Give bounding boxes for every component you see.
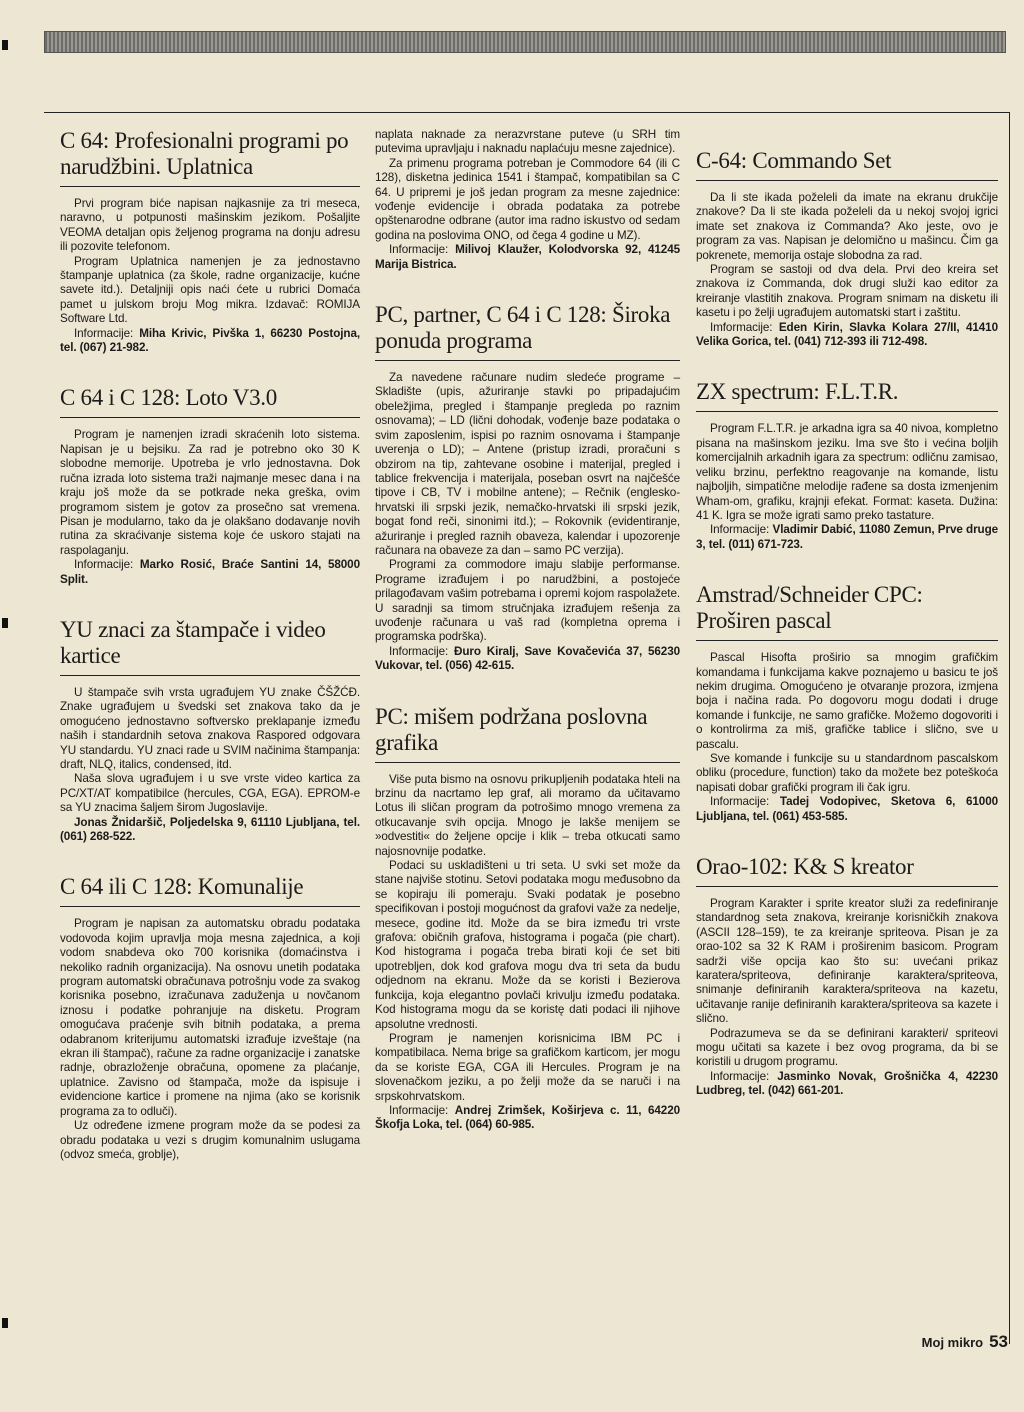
article-paragraph: Program je napisan za automatsku obradu podataka vodovoda kojim upravlja moja mesna zajednica, a koji vodom snabdeva oko 700 korisnika (domaćinstva i nekoliko radnih organizacija). Na osnovu unetih podataka program automatski obračunava potrošnju vode za svakog korisnika posebno, izračunava zaduženja u novčanom iznosu i podatke pohranjuje na disketu. Program omogućava praćenje svih bitnih podataka, a prema odabranom kriterijumu automatski izrađuje izveštaje (na ekran ili štampač), račune za radne organizacije i zanatske radnje, obrazloženje obračuna, opomene za plaćanje, uplatnice. Zavisno od štampača, može da ispisuje i evidencione kartice i promene na njima (ako se korisnik programa za to odluči).: [60, 917, 360, 1118]
article-siroka-ponuda: [375, 302, 680, 674]
article-title: Amstrad/Schneider CPC: Proširen pascal: [696, 582, 998, 641]
contact-address: Eden Kirin, Slavka Kolara 27/II, 41410 Velika Gorica, tel. (041) 712-393 ili 712-498.: [696, 320, 998, 349]
article-title: C 64 ili C 128: Komunalije: [60, 874, 360, 907]
article-prosiren-pascal: [696, 582, 998, 824]
frame-line: [1009, 112, 1010, 1344]
contact-label: Informacije:: [74, 326, 140, 340]
article-paragraph: Uz određene izmene program može da se podesi za obradu podataka u vezi s drugim komunalnim uslugama (odvoz smeća, groblje),: [60, 1119, 360, 1161]
article-title: C 64: Profesionalni programi po narudžbini. Uplatnica: [60, 128, 360, 187]
article-fltr: [696, 379, 998, 552]
contact-label: Informacije:: [710, 523, 773, 537]
column-2: [375, 128, 680, 1163]
article-title: ZX spectrum: F.L.T.R.: [696, 379, 998, 412]
article-paragraph: Sve komande i funkcije su u standardnom pascalskom obliku (procedure, function) tako da možete bez poteškoća napisati dobar grafički program ili čak igru.: [696, 751, 998, 794]
article-paragraph: Program je namenjen izradi skraćenih loto sistema. Napisan je u bejsiku. Za rad je potrebno oko 30 K slobodne memorije. Upotreba je vrlo jednostavna. Dok ručna izrada loto sistema traži najmanje mesec dana i na kraju još može da se potkrade neka greška, ovim programom sistem je gotov za prosečno sat vremena. Pisan je modularno, tako da je olakšano dodavanje novih rutina za skraćivanje sistema koje će uskoro stajati na raspolaganju.: [60, 428, 360, 557]
article-contact: [60, 558, 360, 587]
article-contact: [375, 1104, 680, 1133]
article-paragraph: Naša slova ugrađujem i u sve vrste video kartica za PC/XT/AT kompatibilce (hercules, CGA, EGA). EPROM-e sa YU znacima šaljem širom Jugoslavije.: [60, 772, 360, 815]
contact-address: Andrej Zrimšek, Koširjeva c. 11, 64220 Škofja Loka, tel. (064) 60-985.: [375, 1103, 680, 1132]
article-contact: [60, 816, 360, 845]
article-paragraph: Podaci su uskladišteni u tri seta. U svki set može da stane najviše stotinu. Setovi podataka mogu međusobno da se kopiraju ili pomeraju. Svaki podatak je posebno specifikovan i postoji mogućnost da grafovi važe za nedelje, mesece, godine itd. Može da se bira između tri vrste grafova: običnih grafova, histograma i pogača (pie chart). Kod histograma i pogača treba birati koji će set biti upotrebljen, dok kod grafova mogu dva tri seta da budu odjednom na ekranu. Može da se koristi i Bezierova funkcija, koja elegantno povlači krivulju između podataka. Kod histograma mogu da se koristę dati podaci ili njihove apsolutne vrednosti.: [375, 859, 680, 1031]
contact-address: Jasminko Novak, Grošnička 4, 42230 Ludbreg, tel. (042) 661-201.: [696, 1069, 998, 1098]
article-paragraph: Program Uplatnica namenjen je za jednostavno štampanje uplatnica (za škole, radne organizacije, kućne savete itd.). Detaljniji opis naći ćete u rubrici Domaća pamet u julskom broju Mog mikra. Izdavač: ROMIJA Software Ltd.: [60, 254, 360, 326]
frame-line: [44, 112, 1010, 113]
article-komunalije: [60, 874, 360, 1162]
contact-address: Jonas Žnidaršič, Poljedelska 9, 61110 Ljubljana, tel. (061) 268-522.: [60, 815, 360, 843]
article-title: PC: mišem podržana poslovna grafika: [375, 704, 680, 763]
article-paragraph: Program se sastoji od dva dela. Prvi deo kreira set znakova iz Commanda, dok drugi služi kao editor za kreiranje vlastitih znakova. Program snimam na disketu ili kasetu i po želji ugrađujem automatski start i zaštitu.: [696, 263, 998, 320]
article-loto: [60, 385, 360, 586]
article-paragraph: Za navedene računare nudim sledeće programe – Skladište (upis, ažuriranje stavki po pripadajućim obeležjima, pregled i štampanje pregleda po raznim osnovama); – LD (lični dohodak, vođenje baze podataka o svim zaposlenim, ispisi po raznim osnovama i štampanje uverenja o LD); – Antene (pristup izradi, proračuni s obzirom na tip, zahtevane osobine i materijal, pregled i tablice frekvencija i materijala, poseban osvrt na najčešće tipove i CB, TV i mobilne antene); – Rečnik (englesko-hrvatski ili srpski jezik, nemačko-hrvatski ili srpski jezik, bogat fond reči, sinonimi itd.); – Rokovnik (evidentiranje, ažuriranje i pregled raznih obaveza, kalendar i upozorenje računara na obaveze za dan – samo PC verzija).: [375, 371, 680, 557]
article-yu-znaci: [60, 617, 360, 844]
article-ks-kreator: [696, 854, 998, 1099]
article-contact: [696, 1070, 998, 1099]
article-title: Orao-102: K& S kreator: [696, 854, 998, 887]
magazine-name: Moj mikro: [921, 1335, 984, 1350]
article-title: C 64 i C 128: Loto V3.0: [60, 385, 360, 418]
contact-address: Tadej Vodopivec, Sketova 6, 61000 Ljubljana, tel. (061) 453-585.: [696, 795, 998, 823]
article-paragraph: Program je namenjen korisnicima IBM PC i kompatibilaca. Nema brige sa grafičkom karticom, jer mogu da se koriste EGA, CGA ili Hercules. Program je na slovenačkom jeziku, a po želji može da se naruči i na srpskohrvatskom.: [375, 1031, 680, 1103]
column-1: [60, 128, 360, 1192]
article-paragraph: Programi za commodore imaju slabije performanse. Programe izrađujem i po narudžbini, a postojeće prilagođavam vašim potrebama i opremi kojom raspolažete. U saradnji sa timom stručnjaka izrađujem rešenja za uvođenje računara u vaš rad (kompletna oprema i programska podrška).: [375, 558, 680, 644]
article-paragraph: naplata naknade za nerazvrstane puteve (u SRH tim putevima upravljaju i naknadu naplaćuju mesne zajednice).: [375, 128, 680, 156]
contact-label: Imformacije:: [710, 320, 779, 334]
article-contact: [375, 243, 680, 272]
contact-label: Informacije:: [710, 1069, 778, 1083]
article-title: C-64: Commando Set: [696, 148, 998, 181]
contact-label: Informacije:: [389, 1103, 455, 1117]
article-komunalije-continued: [375, 128, 680, 272]
registration-mark: [2, 1318, 8, 1328]
article-contact: [696, 795, 998, 824]
registration-mark: [2, 40, 8, 50]
contact-address: Marko Rosić, Braće Santini 14, 58000 Split.: [60, 558, 360, 586]
contact-label: Informacije:: [710, 795, 780, 809]
article-paragraph: Za primenu programa potreban je Commodore 64 (ili C 128), disketna jedinica 1541 i štampač, kompatibilan sa C 64. U pripremi je još jedan program za mesne zajednice: vođenje evidencije i obrada podataka za potrebe opštenarodne odbrane (autor ima radno iskustvo od sedam godina na poslovima ONO, od čega 4 godine u MZ).: [375, 156, 680, 242]
article-contact: [696, 523, 998, 552]
article-contact: [60, 327, 360, 356]
contact-address: Đuro Kiralj, Save Kovačevića 37, 56230 Vukovar, tel. (056) 42-615.: [375, 644, 680, 673]
article-uplatnica: [60, 128, 360, 355]
article-poslovna-grafika: [375, 704, 680, 1133]
contact-label: Informacije:: [389, 644, 455, 658]
article-paragraph: Podrazumeva se da se definirani karakteri/ spriteovi mogu učitati sa kazete i bez ovog programa, da bi se koristili u drugom programu.: [696, 1026, 998, 1069]
article-paragraph: Više puta bismo na osnovu prikupljenih podataka hteli na brzinu da nacrtamo lep graf, ali moramo da učitavamo Lotus ili sličan program da potrošimo mnogo vremena za otkucavanje svih opcija. Mnogo je lakše menijem se »odvestiti« do željene opcije i klik – treba otkucati samo najosnovnije podatke.: [375, 772, 680, 858]
header-stripe: [44, 31, 1006, 53]
contact-address: Miha Krivic, Pivška 1, 66230 Postojna, tel. (067) 21-982.: [60, 326, 360, 355]
article-contact: [696, 321, 998, 350]
contact-label: Informacije:: [389, 243, 456, 257]
article-paragraph: Program Karakter i sprite kreator služi za redefiniranje standardnog seta znakova, kreiranje korisničkih znakova (ASCII 128–159), te za kreiranje spriteova. Pisan je za orao-102 sa 32 K RAM i proširenim basicom. Program sadrži više opcija kao što su: uvećani prikaz karatera/spriteova, definiranje karaktera/spriteova, snimanje definiranih karaktera/spriteova na kazetu, učitavanje ranije definiranih karaktera/spriteova sa kazete i slično.: [696, 897, 998, 1026]
article-paragraph: U štampače svih vrsta ugrađujem YU znake ČŠŽĆĐ. Znake ugrađujem u švedski set znakova tako da je omogućeno jednostavno softversko preklapanje između naših i standardnih setova znakova Raspored odgovara YU standardu. YU znaci rade u SVIM načinima štampanja: draft, NLQ, italics, condensed, itd.: [60, 685, 360, 771]
article-paragraph: Prvi program biće napisan najkasnije za tri meseca, naravno, u potpunosti mašinskim jezikom. Pošaljite VEOMA detaljan opis željenog programa na donju adresu ili pozovite telefonom.: [60, 197, 360, 254]
contact-address: Milivoj Klaužer, Kolodvorska 92, 41245 Marija Bistrica.: [375, 243, 680, 271]
column-3: [696, 128, 998, 1129]
article-paragraph: Program F.L.T.R. je arkadna igra sa 40 nivoa, kompletno pisana na mašinskom jeziku. Ima sve što i većina boljih komercijalnih arkadnih igara za spectrum: odličnu zamisao, veliku brzinu, perfektno reagovanje na komande, listu najboljih, simpatične melodije rađene sa dosta izmenjenim Wham-om, grafiku, krajnji efekat. Format: kaseta. Dužina: 41 K. Igra se može igrati samo preko tastature.: [696, 422, 998, 522]
page-number: 53: [989, 1332, 1008, 1351]
article-commando-set: [696, 148, 998, 349]
article-paragraph: Da li ste ikada poželeli da imate na ekranu drukčije znakove? Da li ste ikada poželeli da u nekoj svojoj igrici imate set znakova iz Commanda? Ako jeste, ovo je program za vas. Napisan je delomično u mašincu. Čim ga pokrenete, memorija ostaje slobodna za rad.: [696, 191, 998, 262]
registration-mark: [2, 618, 8, 628]
contact-address: Vladimir Dabić, 11080 Zemun, Prve druge 3, tel. (011) 671-723.: [696, 523, 999, 551]
page-footer: [922, 1332, 1008, 1352]
article-title: YU znaci za štampače i video kartice: [60, 617, 360, 676]
article-paragraph: Pascal Hisofta proširio sa mnogim grafičkim komandama i funkcijama kakve poznajemo u basicu te još nekim drugima. Omogućeno je otvaranje prozora, izmjena boja i načina rada. Po dogovoru mogu dodati i druge komande i funkcije, ne samo grafičke. Možemo dogovoriti i o kontrolirma za miš, grafičke tablice i slično, sve u pascalu.: [696, 651, 998, 751]
contact-label: Informacije:: [74, 558, 140, 572]
article-title: PC, partner, C 64 i C 128: Široka ponuda programa: [375, 302, 680, 361]
article-contact: [375, 645, 680, 674]
